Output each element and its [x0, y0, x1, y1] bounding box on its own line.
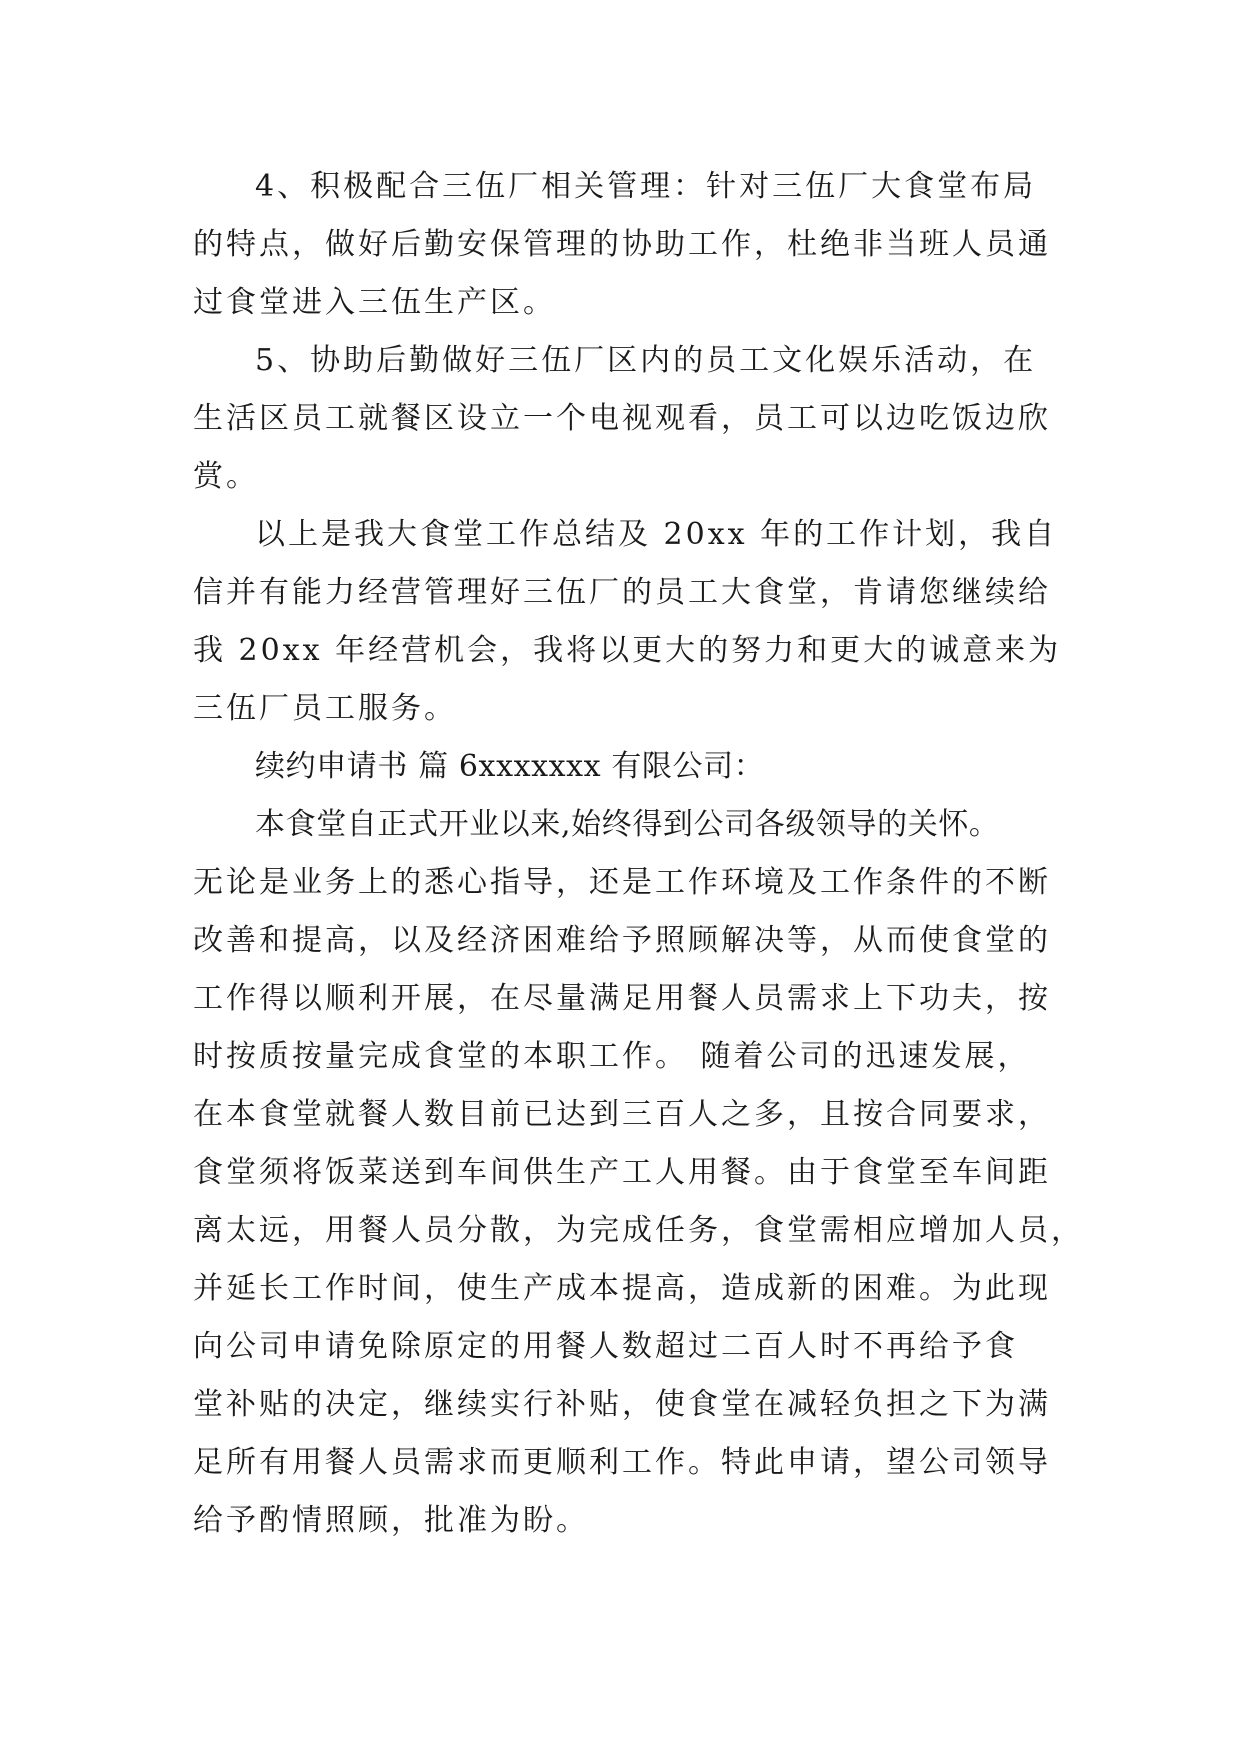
paragraph-line: 并延长工作时间，使生产成本提高，造成新的困难。为此现	[193, 1271, 1051, 1306]
document-body	[193, 158, 1084, 1550]
paragraph-line: 无论是业务上的悉心指导，还是工作环境及工作条件的不断	[193, 865, 1051, 900]
paragraph-line: 生活区员工就餐区设立一个电视观看，员工可以边吃饭边欣	[193, 401, 1051, 436]
paragraph-line: 工作得以顺利开展，在尽量满足用餐人员需求上下功夫，按	[193, 981, 1051, 1016]
paragraph-line: 过食堂进入三伍生产区。	[193, 285, 556, 320]
paragraph-line: 5、协助后勤做好三伍厂区内的员工文化娱乐活动，在	[255, 343, 1037, 378]
paragraph-line: 时按质按量完成食堂的本职工作。 随着公司的迅速发展，	[193, 1039, 1031, 1074]
paragraph-line: 赏。	[193, 459, 259, 494]
paragraph-line: 给予酌情照顾，批准为盼。	[193, 1503, 589, 1538]
paragraph-line: 足所有用餐人员需求而更顺利工作。特此申请，望公司领导	[193, 1445, 1051, 1480]
paragraph-line: 离太远，用餐人员分散，为完成任务，食堂需相应增加人员，	[193, 1213, 1084, 1248]
paragraph-line: 信并有能力经营管理好三伍厂的员工大食堂，肯请您继续给	[193, 575, 1051, 610]
section-heading: 续约申请书 篇 6xxxxxxx 有限公司：	[255, 749, 765, 784]
paragraph-line: 改善和提高，以及经济困难给予照顾解决等，从而使食堂的	[193, 923, 1051, 958]
paragraph-line: 三伍厂员工服务。	[193, 691, 457, 726]
paragraph-line: 的特点，做好后勤安保管理的协助工作，杜绝非当班人员通	[193, 227, 1051, 262]
paragraph-line: 以上是我大食堂工作总结及 20xx 年的工作计划，我自	[255, 517, 1058, 552]
paragraph-line: 4、积极配合三伍厂相关管理：针对三伍厂大食堂布局	[255, 169, 1037, 204]
paragraph-line: 堂补贴的决定，继续实行补贴，使食堂在减轻负担之下为满	[193, 1387, 1051, 1422]
paragraph-line: 在本食堂就餐人数目前已达到三百人之多，且按合同要求，	[193, 1097, 1051, 1132]
paragraph-line: 本食堂自正式开业以来,始终得到公司各级领导的关怀。	[255, 807, 1000, 842]
paragraph-line: 食堂须将饭菜送到车间供生产工人用餐。由于食堂至车间距	[193, 1155, 1051, 1190]
paragraph-line: 向公司申请免除原定的用餐人数超过二百人时不再给予食	[193, 1329, 1018, 1364]
paragraph-line: 我 20xx 年经营机会，我将以更大的努力和更大的诚意来为	[193, 633, 1062, 668]
